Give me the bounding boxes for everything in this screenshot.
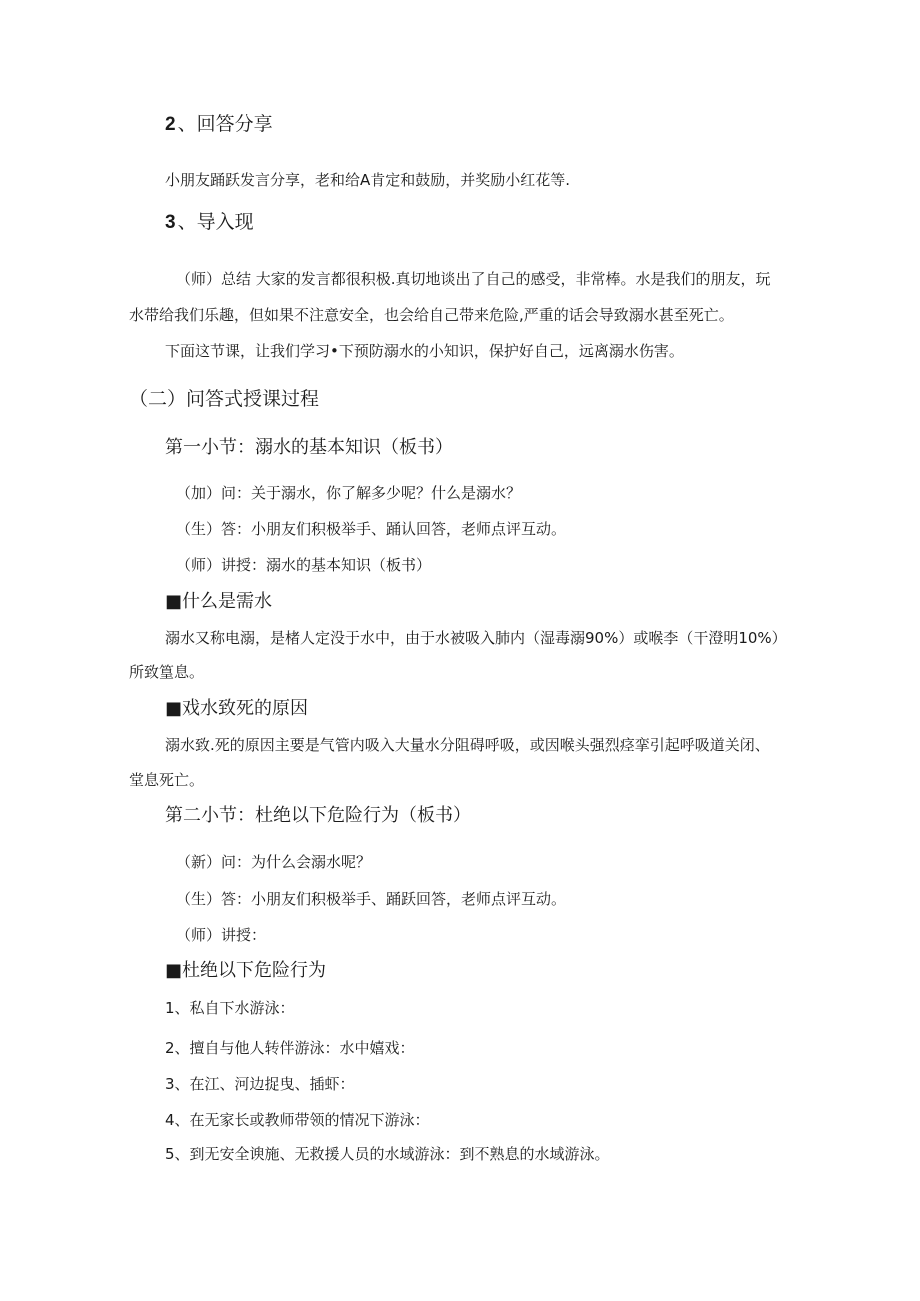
heading-intro: 3 、导入现 — [165, 211, 254, 233]
paragraph-lesson: 下面这节课，让我们学习•下预防溺水的小知识，保护好自己，远离溺水伤害。 — [165, 342, 684, 360]
paragraph-cause-line1: 溺水致.死的原因主要是气管内吸入大量水分阻碍呼吸，或因喉头强烈痉挛引起呼吸道关闭、 — [165, 736, 770, 754]
qa-lecture-1: （师）讲授：溺水的基本知识（板书） — [176, 556, 432, 574]
list-item-3: 3、在江、河边捉曳、插虾： — [165, 1075, 355, 1093]
list-item-1: 1、私自下水游泳： — [165, 999, 295, 1017]
list-item-5: 5、到无安全谀施、无救援人员的水域游泳：到不熟息的水域游泳。 — [165, 1145, 610, 1163]
paragraph-summary-line1: （师）总结 大家的发言都很积极.真切地谈出了自己的感受，非常棒。水是我们的朋友，玩 — [176, 270, 771, 288]
section-heading-qa: （二）问答式授课过程 — [129, 388, 320, 410]
qa-answer-2: （生）答：小朋友们积极举手、踊跃回答，老师点评互动。 — [176, 890, 567, 908]
subsection-heading-1: 第一小节：溺水的基本知识（板书） — [165, 437, 453, 458]
list-item-4: 4、在无家长或教师带领的情况下游泳： — [165, 1111, 430, 1129]
qa-ask-2: （新）问：为什么会溺水呢？ — [176, 853, 372, 871]
subsection-heading-2: 第二小节：杜绝以下危险行为（板书） — [165, 805, 471, 826]
paragraph-definition-line2: 所致篁息。 — [129, 663, 205, 681]
heading-answer-share: 2 、回答分享 — [165, 113, 273, 135]
qa-lecture-2: （师）讲授： — [176, 926, 267, 944]
bullet-heading-avoid: ■杜绝以下危险行为 — [165, 960, 327, 981]
paragraph-cause-line2: 堂息死亡。 — [129, 771, 205, 789]
qa-answer-1: （生）答：小朋友们积极举手、踊认回答，老师点评互动。 — [176, 520, 567, 538]
qa-ask-1: （加）问：关于溺水，你了解多少呢？什么是溺水？ — [176, 484, 522, 502]
paragraph-definition-line1: 溺水又称电溺，是楮人定没于水中，由于水被吸入肺内（湿毒溺90%）或喉李（干澄明10%） — [165, 629, 787, 647]
bullet-heading-cause: ■戏水致死的原因 — [165, 698, 309, 719]
bullet-heading-what-is-drowning: ■什么是需水 — [165, 591, 273, 612]
list-item-2: 2、擅自与他人转伴游泳：水中嬉戏： — [165, 1039, 415, 1057]
paragraph-share: 小朋友踊跃发言分享，老和给A肯定和鼓励，并奖励小红花等. — [165, 171, 571, 189]
paragraph-summary-line2: 水带给我们乐趣，但如果不注意安全，也会给自己带来危险,严重的话会导致溺水甚至死亡。 — [129, 306, 734, 324]
